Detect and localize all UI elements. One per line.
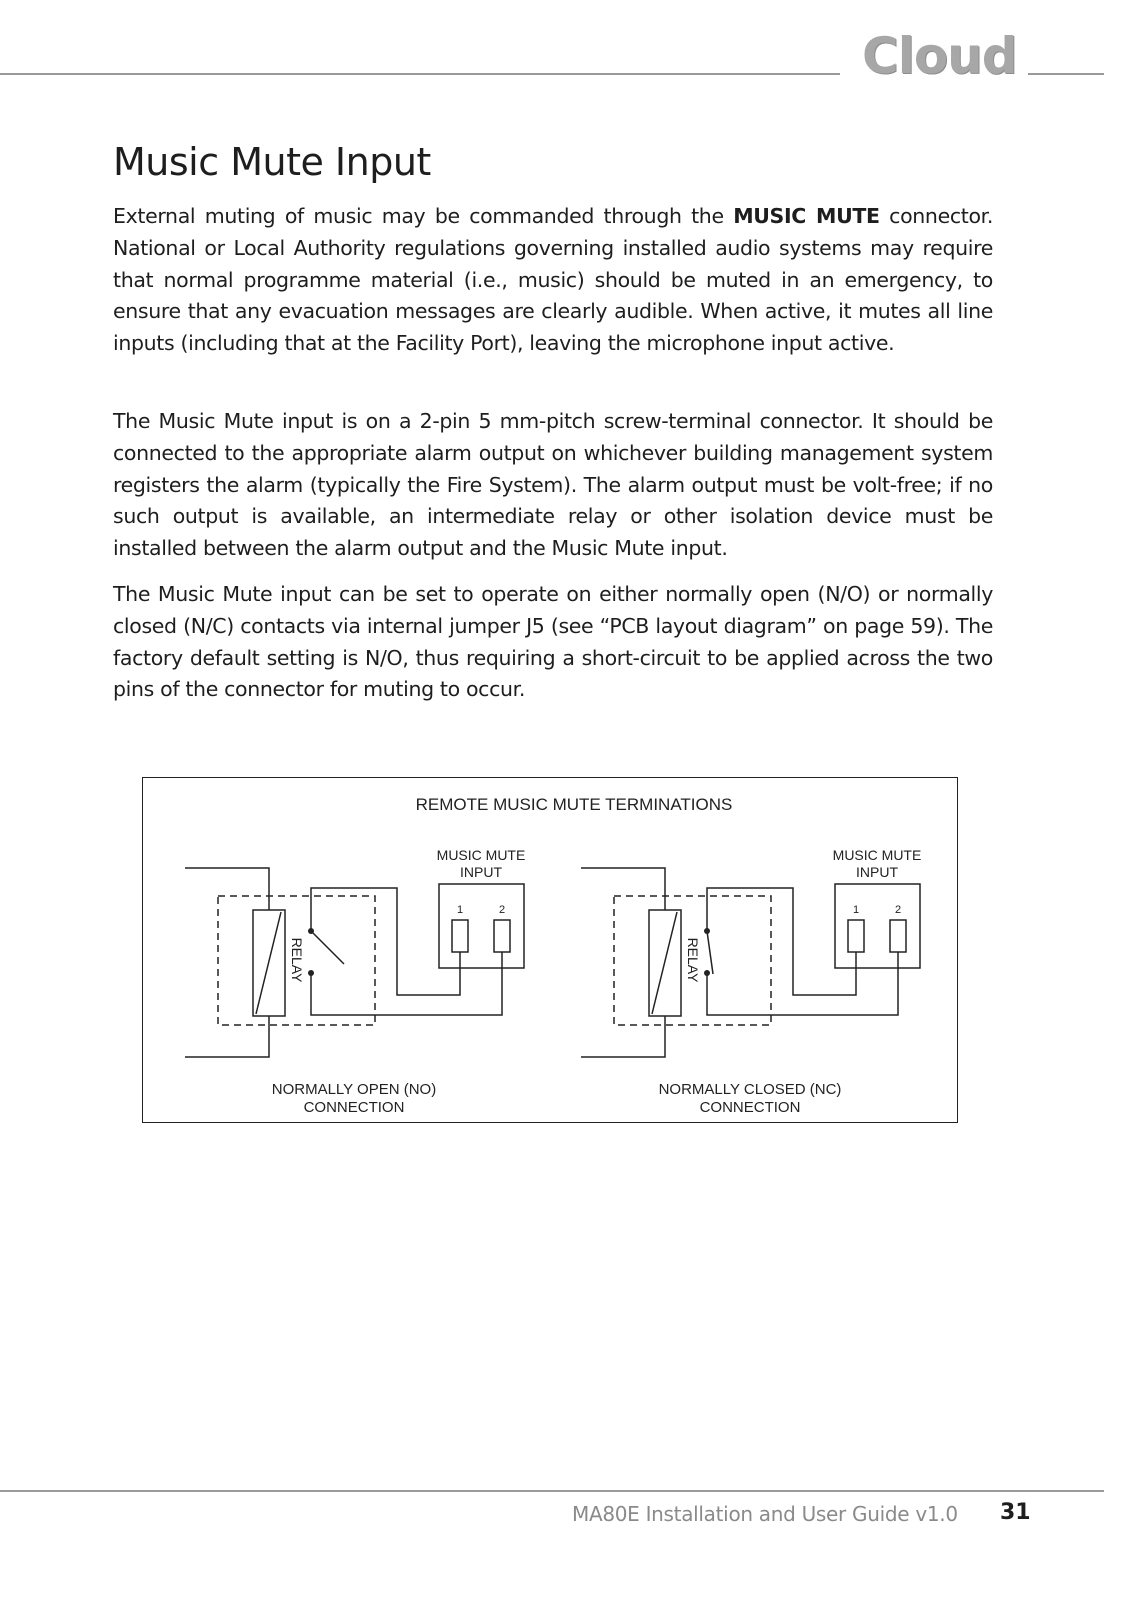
no-input-label-line2: INPUT bbox=[460, 864, 502, 880]
nc-incoming-wire-bottom bbox=[581, 1016, 665, 1057]
paragraph-1-start: External muting of music may be commanded through the bbox=[113, 204, 734, 228]
nc-relay-label: RELAY bbox=[685, 937, 701, 983]
no-wire-to-pin2 bbox=[311, 952, 502, 1015]
no-connection-diagram bbox=[185, 868, 524, 1057]
no-relay-label: RELAY bbox=[289, 937, 305, 983]
no-switch-node-bottom bbox=[308, 970, 314, 976]
no-relay-coil-diagonal bbox=[256, 912, 281, 1014]
nc-relay-coil-diagonal bbox=[652, 912, 677, 1014]
header-rule-left bbox=[0, 73, 840, 75]
guide-title: MA80E Installation and User Guide v1.0 bbox=[572, 1502, 958, 1526]
paragraph-1-end: connector. National or Local Authority regulations governing installed audio systems may require that normal programme material (i.e., music) should be muted in an emergency, to ensure that any evacuation messages are clearly audible. When active, it mutes all line inputs (including that at the Facility Port), leaving the microphone input active. bbox=[113, 204, 994, 356]
nc-caption-line1: NORMALLY CLOSED (NC) bbox=[658, 1081, 842, 1098]
terminations-diagram bbox=[143, 778, 959, 1124]
nc-switch-node-top bbox=[704, 928, 710, 934]
figure-title: REMOTE MUSIC MUTE TERMINATIONS bbox=[415, 795, 733, 814]
paragraph-1 bbox=[113, 201, 993, 360]
nc-input-label-line1: MUSIC MUTE bbox=[832, 847, 922, 863]
nc-connection-diagram bbox=[581, 868, 920, 1057]
nc-pin2-label: 2 bbox=[894, 904, 902, 916]
nc-wire-to-pin1 bbox=[707, 888, 856, 995]
nc-input-label-line2: INPUT bbox=[856, 864, 898, 880]
no-incoming-wire-top bbox=[185, 868, 269, 910]
no-pin1-label: 1 bbox=[456, 904, 464, 916]
section-title: Music Mute Input bbox=[113, 140, 431, 184]
no-caption-line2: CONNECTION bbox=[303, 1099, 405, 1116]
no-caption-line1: NORMALLY OPEN (NO) bbox=[271, 1081, 437, 1098]
no-pin2-label: 2 bbox=[498, 904, 506, 916]
nc-pin1-label: 1 bbox=[852, 904, 860, 916]
paragraph-3: The Music Mute input can be set to operate on either normally open (N/O) or normally closed (N/C) contacts via internal jumper J5 (see “PCB layout diagram” on page 59). The factory default setting is N/O, thus requiring a short-circuit to be applied across the two pins of the connector for muting to occur. bbox=[113, 582, 993, 702]
no-input-label-line1: MUSIC MUTE bbox=[436, 847, 526, 863]
footer-rule bbox=[0, 1490, 1104, 1492]
nc-incoming-wire-top bbox=[581, 868, 665, 910]
header-rule-right bbox=[1028, 73, 1104, 75]
nc-caption-line2: CONNECTION bbox=[699, 1099, 801, 1116]
nc-switch-node-bottom bbox=[704, 970, 710, 976]
nc-switch-contact-closed bbox=[707, 931, 713, 974]
no-pin2-terminal bbox=[494, 920, 510, 952]
music-mute-terminations-figure bbox=[142, 777, 958, 1123]
no-pin1-terminal bbox=[452, 920, 468, 952]
cloud-logo: Cloud bbox=[862, 27, 1017, 85]
no-wire-to-pin1 bbox=[311, 888, 460, 995]
nc-wire-to-pin2 bbox=[707, 952, 898, 1015]
no-switch-node-top bbox=[308, 928, 314, 934]
no-incoming-wire-bottom bbox=[185, 1016, 269, 1057]
nc-pin1-terminal bbox=[848, 920, 864, 952]
paragraph-2: The Music Mute input is on a 2-pin 5 mm-pitch screw-terminal connector. It should be connected to the appropriate alarm output on whichever building management system registers the alarm (typically the Fire System). The alarm output must be volt-free; if no such output is available, an intermediate relay or other isolation device must be installed between the alarm output and the Music Mute input. bbox=[113, 409, 993, 561]
page-number: 31 bbox=[1000, 1500, 1031, 1525]
no-switch-contact-open bbox=[311, 931, 344, 964]
music-mute-term: MUSIC MUTE bbox=[733, 204, 880, 228]
nc-pin2-terminal bbox=[890, 920, 906, 952]
